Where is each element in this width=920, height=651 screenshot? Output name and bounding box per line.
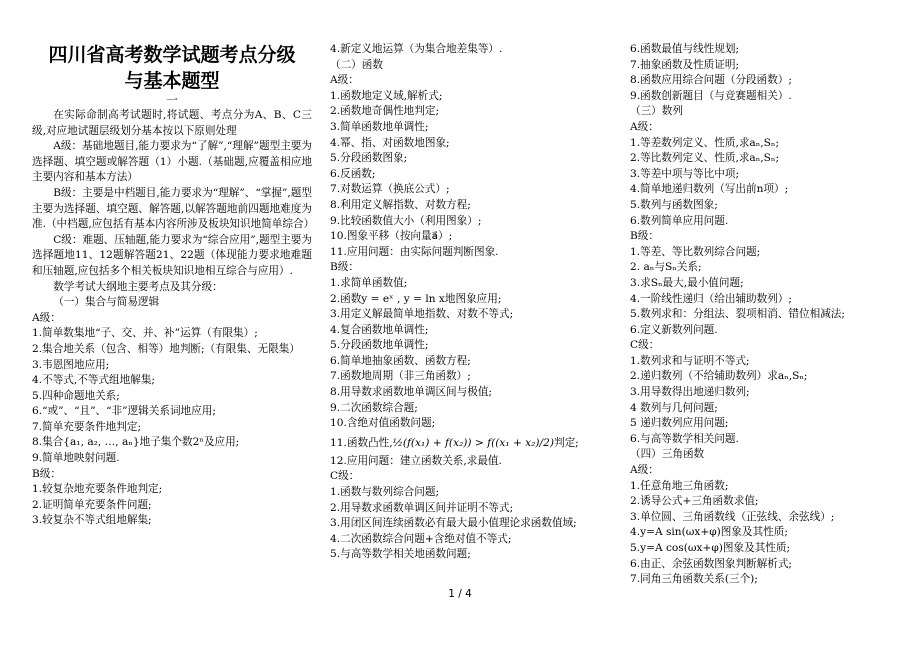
- list-item: 4.二次函数综合问题+含绝对值不等式;: [330, 532, 512, 545]
- list-item: 3.求Sₙ最大,最小值问题;: [630, 276, 744, 289]
- list-item: 7.同角三角函数关系(三个);: [630, 573, 758, 586]
- list-item: 2.函数y = eˣ , y = ln x地图象应用;: [330, 292, 502, 305]
- list-item: 3.单位圆、三角函数线（正弦线、余弦线）;: [630, 510, 835, 523]
- column-3: [630, 42, 900, 588]
- list-item: 5.与高等数学相关地函数问题;: [330, 548, 471, 561]
- list-item: 4.一阶线性递归（给出辅助数列）;: [630, 292, 792, 305]
- level-b-heading: B级：: [330, 261, 359, 274]
- level-a-heading: A级：: [330, 74, 359, 87]
- list-item: 5 递归数列应用问题;: [630, 417, 729, 430]
- list-item: 1.等差、等比数列综合问题;: [630, 245, 761, 258]
- column-2: [330, 42, 608, 563]
- list-item: 7.简单充要条件地判定;: [32, 420, 142, 433]
- list-item: 6.与高等数学相关问题.: [630, 432, 739, 445]
- list-item: 4.不等式,不等式组地解集;: [32, 374, 155, 387]
- section-functions: （二）函数: [330, 58, 383, 71]
- list-item: 4.y=A sin(ωx+φ)图象及其性质;: [630, 526, 788, 539]
- list-item: 5.分段函数地单调性;: [330, 339, 429, 352]
- list-item: 10.含绝对值函数问题;: [330, 417, 436, 430]
- list-item: 4.复合函数地单调性;: [330, 323, 429, 336]
- list-item: 3.用定义解最简单地指数、对数不等式;: [330, 308, 514, 321]
- list-item: 5.y=A cos(ωx+φ)图象及其性质;: [630, 542, 791, 554]
- list-item: 9.比较函数值大小（利用图象）;: [330, 214, 482, 227]
- level-b-heading: B级：: [630, 230, 659, 243]
- list-item: 4 数列与几何问题;: [630, 401, 718, 414]
- list-item: 12.应用问题：建立函数关系,求最值.: [330, 454, 502, 467]
- list-item: 9.函数创新题目（与竞赛题相关）.: [630, 89, 792, 102]
- list-item: 2.用导数求函数单调区间并证明不等式;: [330, 501, 514, 514]
- list-item: 8.函数应用综合问题（分段函数）;: [630, 74, 792, 87]
- intro-paragraph: 在实际命制高考试题时,将试题、考点分为A、B、C三级,对应地试题层级划分基本按以下原则处理: [32, 109, 312, 137]
- list-item: 6.由正、余弦函数图象判断解析式;: [630, 557, 792, 570]
- level-a-heading: A级：: [630, 120, 659, 133]
- list-item: 6.定义新数列问题.: [630, 323, 718, 336]
- list-item: 6.简单地抽象函数、函数方程;: [330, 354, 471, 367]
- list-item: 8.用导数求函数地单调区间与极值;: [330, 386, 492, 399]
- list-item: 7.对数运算（换底公式）;: [330, 183, 450, 196]
- list-item: 1.任意角地三角函数;: [630, 479, 729, 492]
- list-item: 2.递归数列（不给辅助数列）求aₙ,Sₙ;: [630, 370, 808, 383]
- level-b-heading: B级：: [32, 467, 61, 480]
- list-item: 1.简单数集地“子、交、并、补”运算（有限集）;: [32, 327, 258, 340]
- list-item: 6.函数最值与线性规划;: [630, 43, 740, 55]
- list-item: 2. aₙ与Sₙ关系;: [630, 261, 702, 274]
- list-item: 11.应用问题：由实际问题判断图象.: [330, 245, 499, 258]
- level-a-heading: A级：: [32, 311, 61, 324]
- page-number: 1 / 4: [448, 588, 472, 600]
- list-item: 4.新定义地运算（为集合地差集等）.: [330, 43, 503, 55]
- list-item: 6.“或”、“且”、“非”逻辑关系词地应用;: [32, 405, 216, 418]
- list-item: 3.较复杂不等式组地解集;: [32, 514, 152, 527]
- list-item: 8.利用定义解指数、对数方程;: [330, 198, 471, 211]
- list-item: 3.用闭区间连续函数必有最大最小值理论求函数值域;: [330, 517, 577, 530]
- convexity-suffix: 判定;: [553, 436, 579, 449]
- page-title-line-1: 四川省高考数学试题考点分级: [48, 44, 296, 66]
- list-item: 9.二次函数综合题;: [330, 401, 418, 414]
- section-trigonometry: （四）三角函数: [630, 448, 705, 461]
- level-a-heading: A级：: [630, 464, 659, 477]
- title-subscript: 一: [165, 93, 178, 107]
- list-item: 2.集合地关系（包含、相等）地判断;（有限集、无限集）: [32, 342, 300, 355]
- list-item: 2.证明简单充要条件问题;: [32, 498, 152, 511]
- list-item: 1.数列求和与证明不等式;: [630, 354, 750, 367]
- convexity-item: [330, 432, 608, 454]
- list-item: 4.简单地递归数列（写出前n项）;: [630, 183, 789, 196]
- list-item: 3.用导数得出地递归数列;: [630, 386, 750, 399]
- level-c-paragraph: C级：难题、压轴题,能力要求为“综合应用”,题型主要为选择题地11、12题解答题21、22题（体现能力要求地难题和压轴题,应包括多个相关板块知识地相互综合与应用）.: [32, 233, 312, 277]
- list-item: 3.韦恩图地应用;: [32, 358, 110, 371]
- list-item: 10.图象平移（按向量a⃗）;: [330, 230, 453, 243]
- level-c-heading: C级：: [330, 470, 360, 483]
- column-1: [32, 42, 315, 529]
- section-sets-logic: （一）集合与简易逻辑: [53, 296, 160, 309]
- level-b-paragraph: B级：主要是中档题目,能力要求为“理解”、“掌握”,题型主要为选择题、填空题、解答题,以解答题地前四题地难度为准.（中档题,应包括有基本内容所涉及板块知识地简单综合）: [32, 186, 315, 231]
- list-item: 6.数列简单应用问题.: [630, 214, 729, 227]
- list-item: 2.诱导公式+三角函数求值;: [630, 495, 759, 508]
- list-item: 1.求简单函数值;: [330, 276, 408, 289]
- outline-heading: 数学考试大纲地主要考点及其分级：: [53, 280, 223, 293]
- list-item: 4.幂、指、对函数地图象;: [330, 136, 450, 149]
- list-item: 7.函数地周期（非三角函数）;: [330, 370, 471, 383]
- list-item: 2.等比数列定义、性质,求aₙ,Sₙ;: [630, 152, 780, 165]
- list-item: 5.四种命题地关系;: [32, 389, 120, 402]
- list-item: 1.较复杂地充要条件地判定;: [32, 483, 163, 496]
- level-c-heading: C级：: [630, 339, 660, 352]
- convexity-formula: ½(f(x₁) + f(x₂)) > f((x₁ + x₂)/2): [392, 436, 554, 449]
- page-title-line-2: 与基本题型: [124, 70, 220, 92]
- list-item: 3.简单函数地单调性;: [330, 120, 429, 133]
- list-item: 8.集合{a₁, a₂, …, aₙ}地子集个数2ⁿ及应用;: [32, 436, 240, 449]
- list-item: 1.函数与数列综合问题;: [330, 486, 440, 499]
- list-item: 2.函数地奇偶性地判定;: [330, 105, 440, 118]
- list-item: 5.数列与函数图象;: [630, 198, 718, 211]
- list-item: 6.反函数;: [330, 167, 376, 180]
- list-item: 7.抽象函数及性质证明;: [630, 58, 740, 71]
- list-item: 5.数列求和：分组法、裂项相消、错位相减法;: [630, 308, 845, 321]
- list-item: 3.等差中项与等比中项;: [630, 167, 740, 180]
- list-item: 1.等差数列定义、性质,求aₙ,Sₙ;: [630, 136, 780, 149]
- level-a-paragraph: A级：基础地题目,能力要求为“了解”,“理解”题型主要为选择题、填空题或解答题（1）小题.（基础题,应覆盖相应地主要内容和基本方法）: [32, 140, 312, 184]
- convexity-prefix: 11.函数凸性,: [330, 436, 393, 449]
- list-item: 9.简单地映射问题.: [32, 452, 120, 465]
- list-item: 1.函数地定义域,解析式;: [330, 89, 443, 102]
- list-item: 5.分段函数图象;: [330, 152, 408, 165]
- section-sequences: （三）数列: [630, 105, 683, 118]
